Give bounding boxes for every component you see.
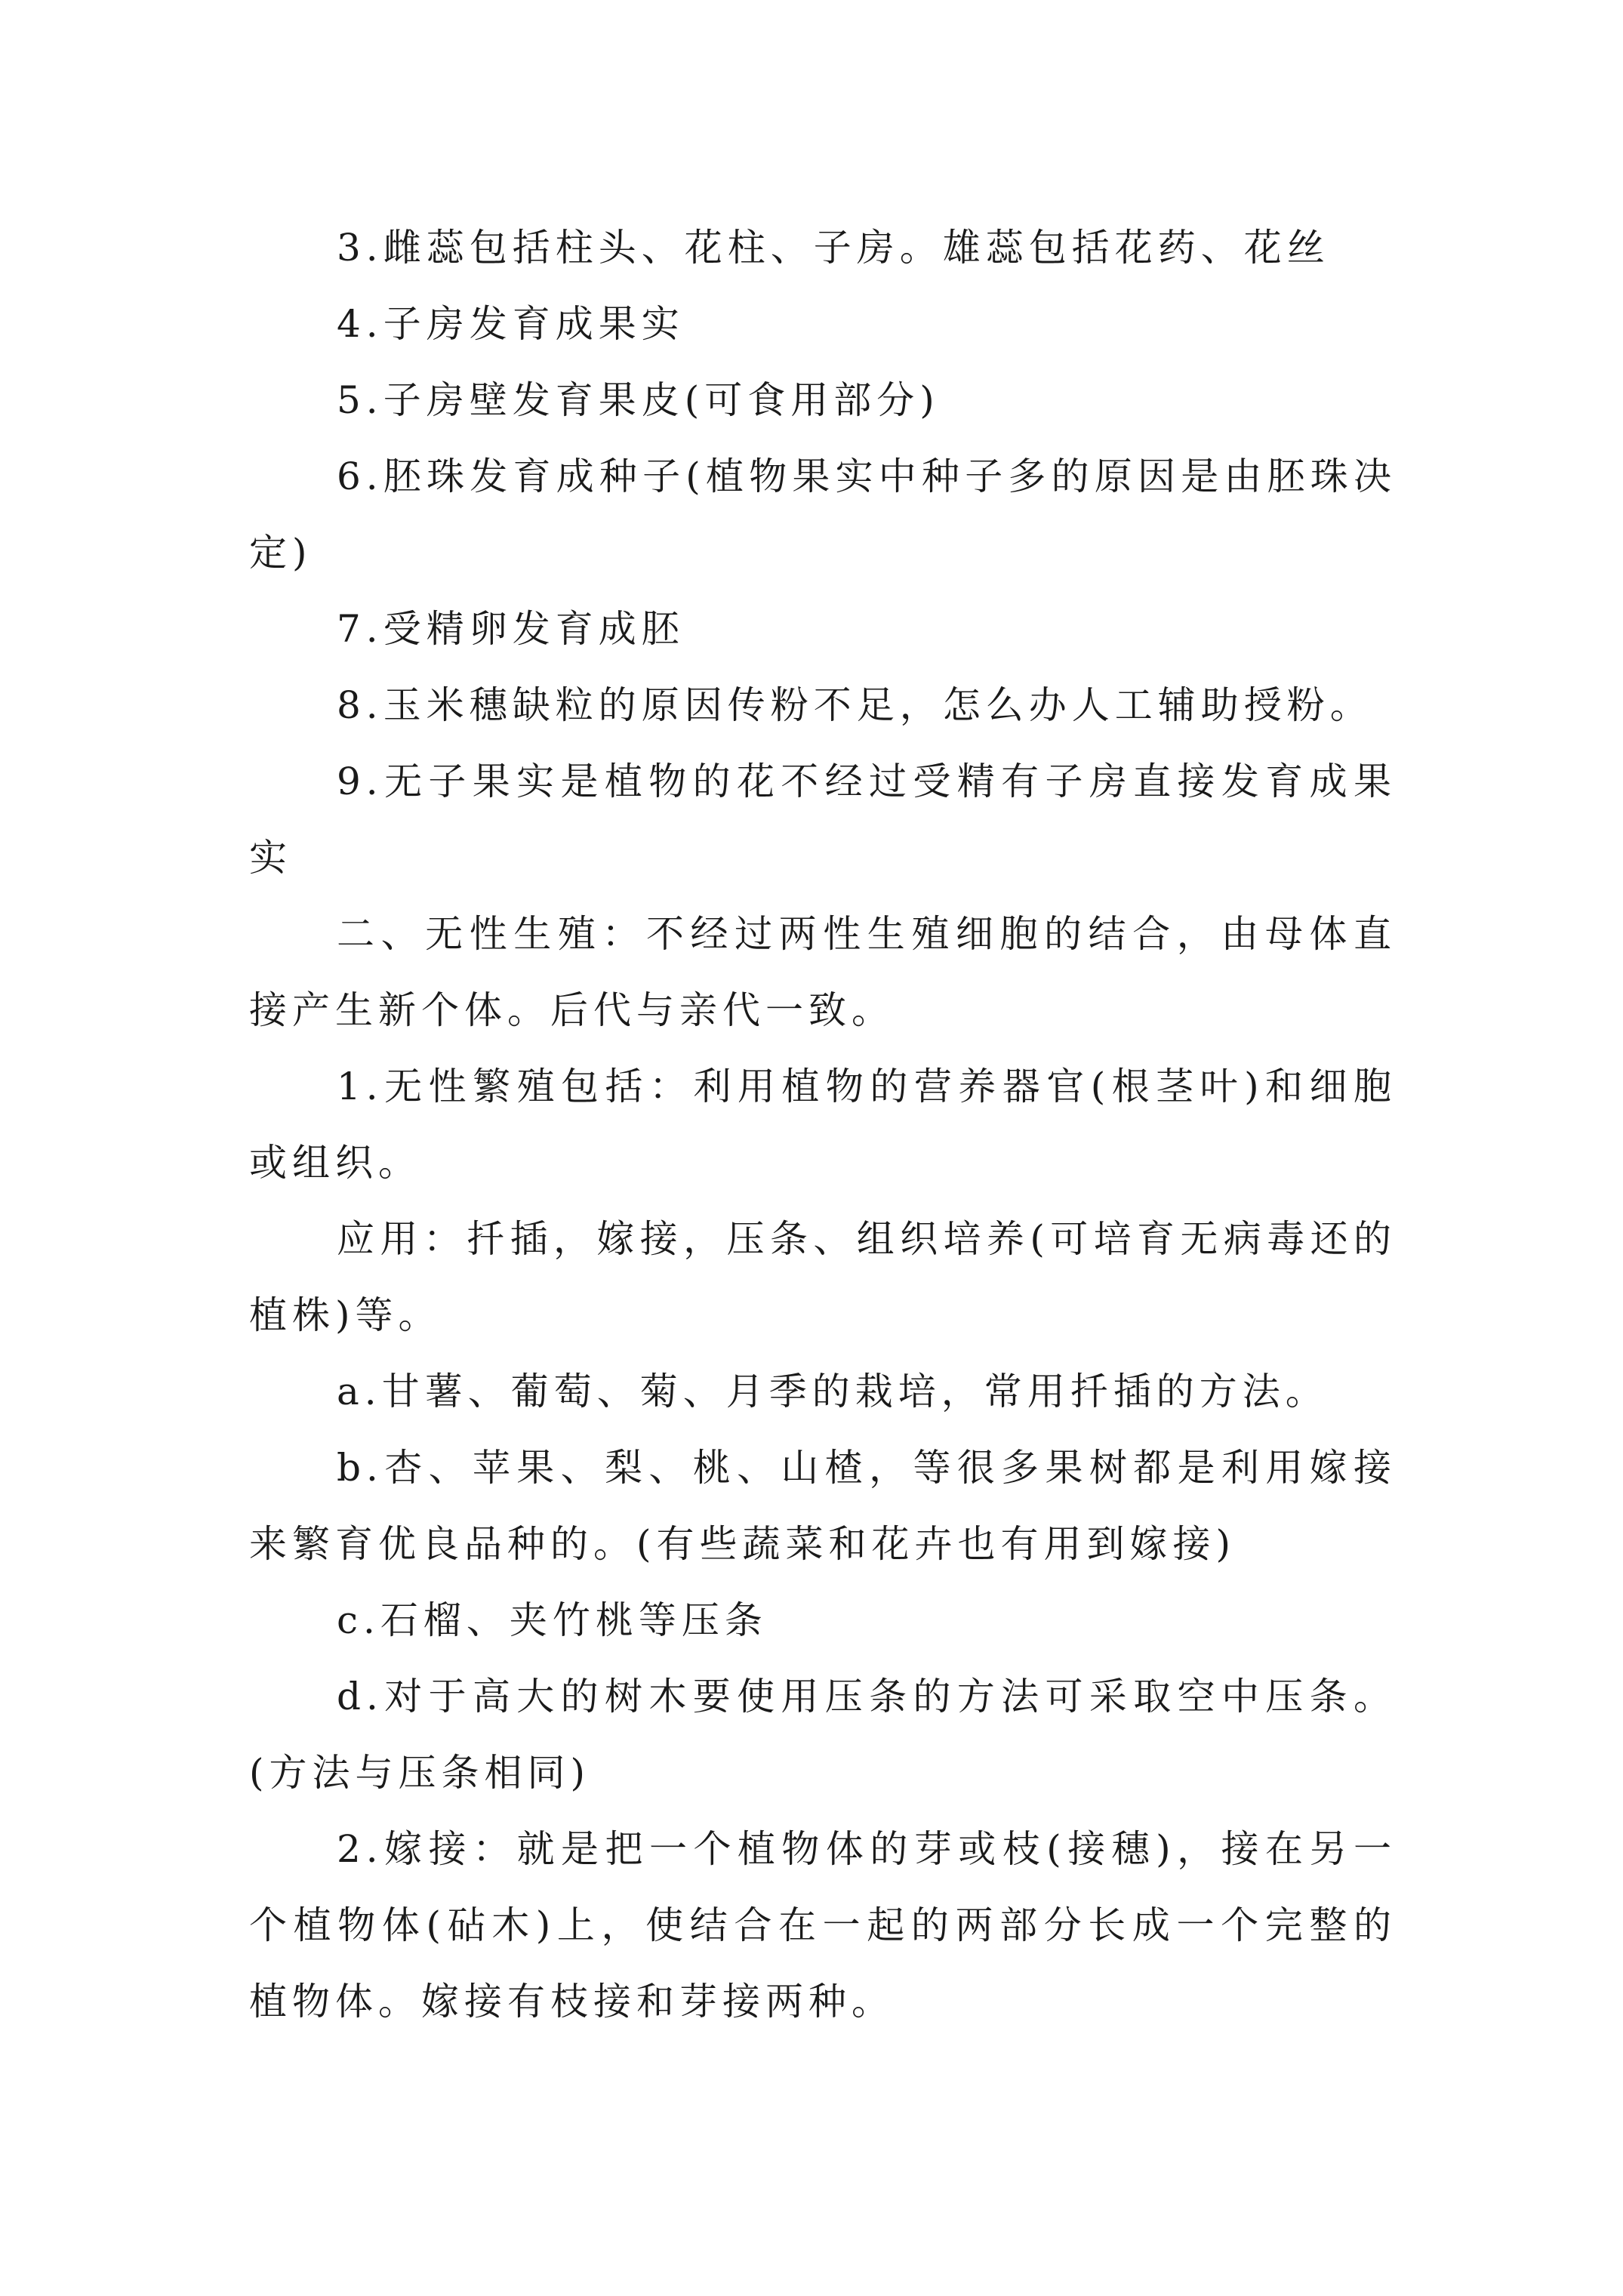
paragraph-applications: 应用：扦插，嫁接，压条、组织培养(可培育无病毒还的植株)等。: [249, 1217, 1397, 1337]
document-body: [249, 210, 1397, 2040]
paragraph-grafting-fruit-trees: b.杏、苹果、梨、桃、山楂，等很多果树都是利用嫁接来繁育优良品种的。(有些蔬菜和花卉也有用到嫁接): [249, 1446, 1397, 1566]
paragraph-seedless-fruit: 9.无子果实是植物的花不经过受精有子房直接发育成果实: [249, 760, 1397, 880]
paragraph-corn-pollination: 8.玉米穗缺粒的原因传粉不足，怎么办人工辅助授粉。: [337, 683, 1373, 727]
paragraph-pistil-stamen: 3.雌蕊包括柱头、花柱、子房。雄蕊包括花药、花丝: [337, 226, 1330, 270]
paragraph-layering: c.石榴、夹竹桃等压条: [337, 1598, 768, 1642]
paragraph-cuttings: a.甘薯、葡萄、菊、月季的栽培，常用扦插的方法。: [337, 1370, 1329, 1413]
section-heading-asexual-reproduction: 二、无性生殖：不经过两性生殖细胞的结合，由母体直接产生新个体。后代与亲代一致。: [249, 912, 1397, 1032]
paragraph-ovule-seed: 6.胚珠发育成种子(植物果实中种子多的原因是由胚珠决定): [249, 455, 1397, 575]
paragraph-grafting-definition: 2.嫁接：就是把一个植物体的芽或枝(接穗)，接在另一个植物体(砧木)上，使结合在一起的两部分长成一个完整的植物体。嫁接有枝接和芽接两种。: [249, 1827, 1397, 2023]
paragraph-vegetative-propagation: 1.无性繁殖包括：利用植物的营养器官(根茎叶)和细胞或组织。: [249, 1065, 1397, 1185]
paragraph-zygote-embryo: 7.受精卵发育成胚: [337, 607, 685, 651]
paragraph-air-layering: d.对于高大的树木要使用压条的方法可采取空中压条。(方法与压条相同): [249, 1675, 1397, 1795]
paragraph-ovary-wall: 5.子房壁发育果皮(可食用部分): [337, 378, 940, 422]
paragraph-ovary-fruit: 4.子房发育成果实: [337, 302, 685, 346]
